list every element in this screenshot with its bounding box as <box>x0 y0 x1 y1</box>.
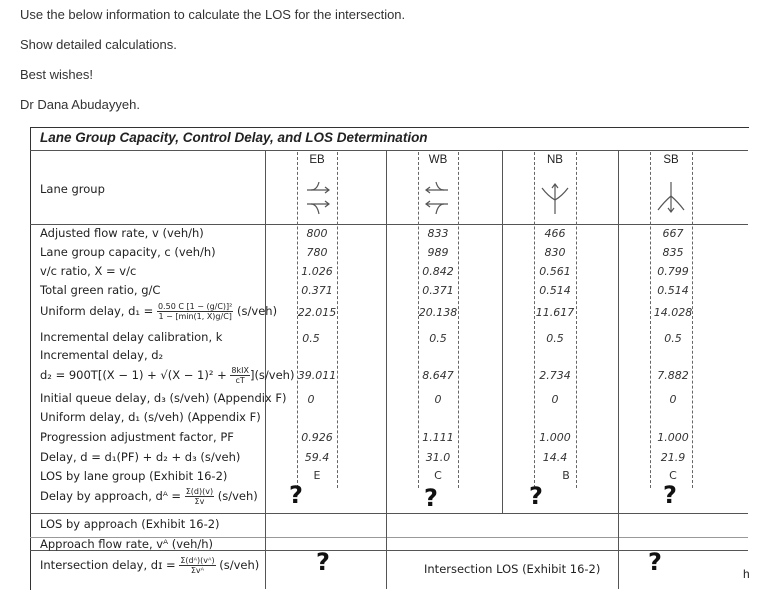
wb-queue: 0 <box>434 393 442 406</box>
label-calib: Incremental delay calibration, k <box>40 330 223 344</box>
delay-app-text: Delay by approach, dᴬ = <box>40 489 182 503</box>
col-divider-4 <box>618 150 619 589</box>
nb-delay: 14.4 <box>542 451 568 464</box>
intro-line-1: Use the below information to calculate the LOS for the intersection. <box>20 7 406 22</box>
eb-uniform: 22.015 <box>297 306 337 319</box>
delay-app-fraction <box>185 487 214 506</box>
eb-lane-arrows-icon <box>303 178 333 218</box>
uniform-den: 1 − [min(1, X)g/C] <box>158 312 232 321</box>
nb-queue: 0 <box>551 393 559 406</box>
label-uniform-app: Uniform delay, d₁ (s/veh) (Appendix F) <box>40 410 261 424</box>
label-int-delay <box>40 556 259 575</box>
sb-lane-arrows-icon <box>654 178 688 218</box>
nb-approach-delay-question: ? <box>529 482 543 510</box>
lane-group-divider <box>30 224 748 225</box>
delay-app-unit: (s/veh) <box>217 489 258 503</box>
nb-capacity: 830 <box>544 246 566 259</box>
eb-delay: 59.4 <box>304 451 330 464</box>
sb-approach-delay-question: ? <box>663 481 677 509</box>
int-delay-fraction <box>179 556 215 575</box>
sb-flow: 667 <box>662 227 684 240</box>
wb-green: 0.371 <box>422 284 454 297</box>
eb-flow: 800 <box>306 227 328 240</box>
eb-pf: 0.926 <box>301 431 333 444</box>
nb-green: 0.514 <box>539 284 571 297</box>
uniform-text: Uniform delay, d₁ = <box>40 304 154 318</box>
nb-flow: 466 <box>544 227 566 240</box>
int-delay-den: Σvᴬ <box>190 566 205 575</box>
label-green: Total green ratio, g/C <box>40 283 161 297</box>
label-uniform <box>40 302 277 321</box>
intersection-los-question: ? <box>648 548 662 576</box>
col-divider-3 <box>502 150 503 513</box>
label-flow: Adjusted flow rate, v (veh/h) <box>40 226 204 240</box>
label-vc: v/c ratio, X = v/c <box>40 264 137 278</box>
label-lane-group: Lane group <box>40 182 105 196</box>
label-incr: Incremental delay, d₂ <box>40 348 164 362</box>
int-delay-unit: (s/veh) <box>219 558 260 572</box>
eb-approach-delay-question: ? <box>289 481 303 509</box>
eb-capacity: 780 <box>306 246 328 259</box>
delay-app-den: Σv <box>194 497 205 506</box>
nb-los: B <box>562 469 570 482</box>
wb-delay: 31.0 <box>425 451 451 464</box>
sb-incr: 7.882 <box>657 369 689 382</box>
intersection-delay-question: ? <box>316 548 330 576</box>
eb-incr: 39.011 <box>297 369 337 382</box>
sb-green: 0.514 <box>657 284 689 297</box>
sb-calib: 0.5 <box>664 332 682 345</box>
eb-los: E <box>313 469 321 482</box>
nb-vc: 0.561 <box>539 265 571 278</box>
col-divider-2 <box>386 150 387 589</box>
eb-queue: 0 <box>307 393 315 406</box>
nb-incr: 2.734 <box>539 369 571 382</box>
nb-calib: 0.5 <box>546 332 564 345</box>
nb-uniform: 11.617 <box>535 306 575 319</box>
label-incr-formula <box>40 366 294 385</box>
label-los-approach: LOS by approach (Exhibit 16-2) <box>40 517 220 531</box>
wb-vc: 0.842 <box>422 265 454 278</box>
title-divider <box>30 150 748 151</box>
label-approach-flow: Approach flow rate, vᴬ (veh/h) <box>40 537 214 551</box>
wb-lane-arrows-icon <box>422 178 452 218</box>
label-capacity: Lane group capacity, c (veh/h) <box>40 245 216 259</box>
header-wb: WB <box>428 154 448 166</box>
sb-vc: 0.799 <box>657 265 689 278</box>
header-eb: EB <box>309 154 325 166</box>
eb-calib: 0.5 <box>302 332 320 345</box>
eb-vc: 1.026 <box>301 265 333 278</box>
wb-incr: 8.647 <box>422 369 454 382</box>
incr-num: 8kIX <box>231 366 249 375</box>
wb-pf: 1.111 <box>422 431 454 444</box>
eb-green: 0.371 <box>301 284 333 297</box>
incr-formula-text: d₂ = 900T[(X − 1) + √(X − 1)² + <box>40 368 227 382</box>
label-int-los: Intersection LOS (Exhibit 16-2) <box>424 562 601 576</box>
approach-divider <box>30 513 748 514</box>
form-title: Lane Group Capacity, Control Delay, and LOS Determination <box>40 130 428 145</box>
header-sb: SB <box>663 154 679 166</box>
wb-flow: 833 <box>427 227 449 240</box>
label-pf: Progression adjustment factor, PF <box>40 430 234 444</box>
intro-line-3: Best wishes! <box>20 67 93 82</box>
nb-lane-arrows-icon <box>538 178 572 218</box>
int-delay-text: Intersection delay, dɪ = <box>40 558 176 572</box>
wb-calib: 0.5 <box>429 332 447 345</box>
sb-queue: 0 <box>669 393 677 406</box>
sb-los: C <box>669 469 677 482</box>
wb-approach-delay-question: ? <box>424 484 438 512</box>
sb-pf: 1.000 <box>657 431 689 444</box>
incr-den: cT <box>235 376 245 385</box>
wb-los: C <box>434 469 442 482</box>
intro-line-2: Show detailed calculations. <box>20 37 177 52</box>
label-queue: Initial queue delay, d₃ (s/veh) (Appendix F) <box>40 391 287 405</box>
sb-capacity: 835 <box>662 246 684 259</box>
sb-dash-left <box>650 152 651 488</box>
uniform-fraction <box>157 302 233 321</box>
intro-line-4: Dr Dana Abudayyeh. <box>20 97 140 112</box>
side-note: h <box>743 567 750 581</box>
sb-delay: 21.9 <box>660 451 686 464</box>
delay-app-num: Σ(d)(v) <box>185 487 214 496</box>
header-nb: NB <box>547 154 563 166</box>
wb-uniform: 20.138 <box>418 306 458 319</box>
incr-fraction <box>230 366 250 385</box>
nb-dash-right <box>576 152 577 488</box>
incr-unit: ](s/veh) <box>249 368 295 382</box>
sb-uniform: 14.028 <box>653 306 693 319</box>
uniform-num: 0.50 C [1 − (g/C)]² <box>157 302 233 311</box>
label-delay-app <box>40 487 258 506</box>
nb-pf: 1.000 <box>539 431 571 444</box>
label-los-lane: LOS by lane group (Exhibit 16-2) <box>40 469 228 483</box>
wb-capacity: 989 <box>427 246 449 259</box>
uniform-unit: (s/veh) <box>237 304 278 318</box>
int-delay-num: Σ(dᴬ)(vᴬ) <box>180 556 215 565</box>
label-delay: Delay, d = d₁(PF) + d₂ + d₃ (s/veh) <box>40 450 241 464</box>
